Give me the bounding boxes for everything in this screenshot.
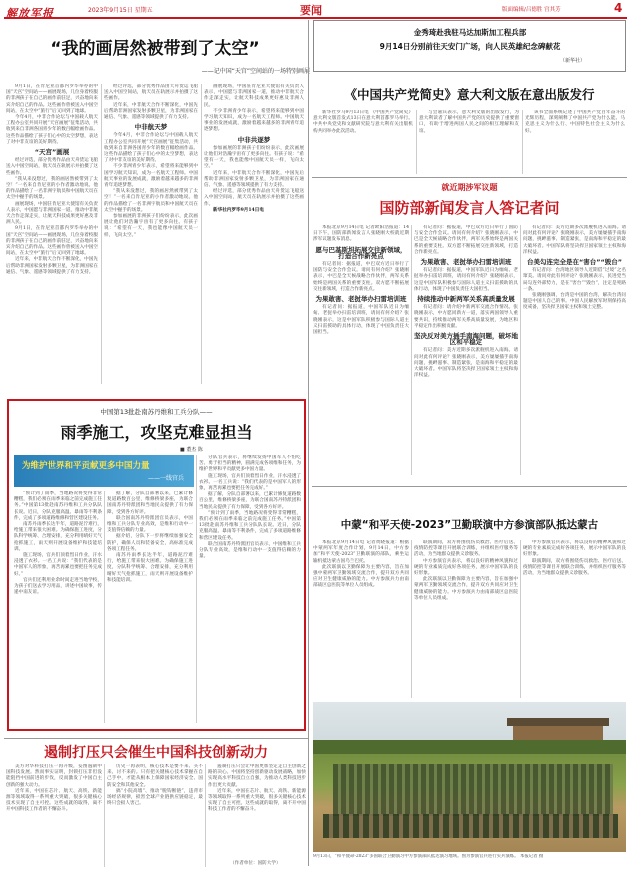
photo-troops-row-2 [323, 814, 618, 838]
column-divider [520, 225, 521, 475]
paragraph: 经过评选，部分优秀作品由天舟货运飞船送入中国空间站，航天员在轨展示并拍摄了这些画作。 [204, 189, 304, 207]
paragraph: 此次联演以卫勤保障为主要内容，旨在加强中蒙两军卫勤领域交流合作，提升双方共同应对卫生健康威胁的能力。中方参演兵力由南部战区总医院等单位人员组成。 [313, 564, 409, 589]
space-col-1 [6, 84, 98, 384]
paragraph: 有记者问：据报道，中巴双方近日举行了国防与安全合作会议。请问有何介绍？张晓刚表示，中巴是全天候战略合作伙伴，两军关系始终是两国关系的重要支柱。双方愿不断拓展交往新领域，打造合作新亮点。 [313, 262, 409, 292]
byline: 新华社内罗毕9月14日电 [213, 207, 264, 213]
rain-col-2 [107, 491, 193, 723]
paragraph: 此次联演以卫勤保障为主要内容，旨在加强中蒙两军卫勤领域交流合作，提升双方共同应对卫生健康威胁的能力。中方参演兵力由南部战区总医院等单位人员组成。 [414, 577, 518, 601]
mnd-subheading: 愿与巴基斯坦拓展交往新领域，打造合作新亮点 [315, 245, 407, 260]
section-rule [312, 486, 627, 487]
paragraph: 今年4月，中非合作论坛与中国载人航天工程办公室共同开展“天宫画展”征集活动，共收到来自非洲各国青少年的数百幅绘画作品。这些作品描绘了孩子们心中的太空梦想，表达了对中非友谊的美好期待。 [6, 115, 98, 145]
mnd-title: 国防部新闻发言人答记者问 [379, 199, 560, 217]
paragraph: 据了解，分队自部署以来，已累计修复道路数百公里，维修桥梁多座，为联合国南苏丹特派团和当地民众提供了有力保障，受到各方好评。 [107, 491, 193, 515]
announcement-line-2: 9月14日分别前往天安门广场，向人民英雄纪念碑献花 [379, 42, 561, 51]
column-divider [520, 540, 521, 698]
paragraph: 经过评选，部分优秀作品由天舟货运飞船送入中国空间站，航天员在轨展示并拍摄了这些画作。 [104, 84, 198, 102]
history-col-3 [525, 110, 625, 174]
paragraph: 有记者问：据报道，中国军队近日为缅甸、老挝举办扫雷培训班，请问有何介绍？张晓刚表示，这是中国军队积极参与国际人道主义扫雷援助的具体行动，体现了中国负责任大国担当。 [313, 305, 409, 336]
column-divider [205, 764, 206, 867]
rain-kicker: 中国第13批赴南苏丹维和工兵分队—— [100, 408, 213, 416]
exercise-col-1 [313, 540, 409, 698]
paragraph: “我从来没想过，我的画居然被带到了太空！”一名来自肯尼亚的小作者激动地说。他的作品描绘了一名非洲宇航员和中国航天员在太空中握手的场景。 [6, 176, 98, 201]
oped-byline: （作者单位：国防大学） [230, 861, 281, 866]
rain-col-1 [14, 491, 102, 723]
paragraph: 近年来，中非航天合作不断深化，中国先后帮助非洲国家发射多颗卫星，为非洲国家在通信、气象、遥感等领域提供了有力支持。 [6, 257, 98, 275]
paragraph: 9月1日，在肯尼亚首都内罗毕举办的中国“天宫”空间站——画展现场，几位身着校服的非洲孩子在自己的画作前驻足，兴奋地向来宾介绍自己的作品。这些画作曾被送入中国空间站，在太空中“旅行”后又回到了地球。 [6, 84, 98, 114]
paragraph: 有记者问：据报道，中国军队近日为缅甸、老挝举办扫雷培训班，请问有何介绍？张晓刚表示，这是中国军队积极参与国际人道主义扫雷援助的具体行动，体现了中国负责任大国担当。 [414, 268, 518, 292]
paragraph: 近年来，中国在芯片、航天、高铁、新能源等领域取得一系列重大突破，很多关键核心技术实现了自主可控。这些成就的取得，离不开中国科技工作者的不懈奋斗。 [208, 788, 306, 813]
paragraph: 画展现场，中国驻肯尼亚大使馆有关负责人表示，中国愿与非洲国家一道，推动中非航天合作走深走实，让航天科技成果更好惠及非洲人民。 [6, 201, 98, 226]
issue-date: 2023年9月15日 星期五 [88, 7, 153, 14]
mnd-subheading: 台美勾连完全是在“害台”“毁台” [526, 258, 623, 267]
column-divider [104, 764, 105, 867]
history-col-1 [313, 110, 413, 174]
paragraph: 参加画展的非洲孩子们纷纷表示，此次画展让他们对浩瀚宇宙有了更多向往。有孩子说：“希望有一天，我也能像中国航天员一样，飞向太空。” [204, 145, 304, 170]
column-divider [201, 84, 202, 384]
photo-troops [333, 764, 613, 816]
column-divider [308, 456, 309, 866]
space-section-heading: 中非共逐梦 [237, 135, 271, 144]
paragraph: 联演期间，双方将围绕伤员救治、医疗后送、疫情防控等课目开展联合训练，并组织医疗服务等活动，为当地群众提供义诊服务。 [523, 558, 626, 577]
oped-col-2 [107, 764, 203, 867]
paragraph: 不少非洲青少年表示，希望将来能够到中国学习航天知识，成为一名航天工程师。中国航天事业的发展成就，激励着越来越多的非洲青年追逐梦想。 [204, 108, 304, 133]
column-divider [411, 225, 412, 475]
paragraph: 近年来，中国在芯片、航天、高铁、新能源等领域取得一系列重大突破，很多关键核心技术实现了自主可控。这些成就的取得，离不开中国科技工作者的不懈奋斗。 [6, 788, 102, 813]
paragraph: 联合国南苏丹特派团官员表示，中国维和工兵分队专业高效，是维和行动中一支值得信赖的力量。 [199, 541, 301, 560]
rain-title: 雨季施工，攻坚克难显担当 [60, 423, 253, 442]
paragraph: 南苏丹雨季长达半年，道路泥泞难行，给施工带来很大困难。为确保施工进度，分队科学统筹、合理安排，充分利用晴好天气抢抓施工，雨天则开展设备维护和技能培训。 [14, 522, 102, 552]
mnd-subheading: 为果敢害、老挝举办扫雷培训班 [315, 295, 407, 304]
paragraph: 今年4月，中非合作论坛与中国载人航天工程办公室共同开展“天宫画展”征集活动，共收到来自非洲各国青少年的数百幅绘画作品。这些作品描绘了孩子们心中的太空梦想，表达了对中非友谊的美好期待。 [104, 133, 198, 164]
column-divider [196, 455, 197, 723]
exercise-col-3 [523, 540, 626, 698]
paragraph: 该书全面系统记述了中国共产党百年奋斗的光辉历程，深刻阐释了中国共产党为什么能、马克思主义为什么行、中国特色社会主义为什么好。 [525, 110, 625, 134]
paragraph: 经过评选，部分优秀作品由天舟货运飞船送入中国空间站，航天员在轨展示并拍摄了这些画作。 [6, 158, 98, 176]
paragraph: 张晓刚强调，台湾是中国的台湾，解决台湾问题是中国人自己的事。中国人民解放军时刻保持高度戒备，坚决捍卫国家主权和领土完整。 [523, 293, 626, 311]
paragraph: 中方参演官兵表示，将以良好的精神风貌和过硬的专业素质完成好各项任务，展示中国军队的良好形象。 [414, 558, 518, 577]
exercise-title: 中蒙“和平天使-2023”卫勤联演中方参演部队抵达蒙古 [340, 519, 599, 531]
rain-banner [14, 455, 194, 487]
paragraph: 新华社罗马9月13日电 《中国共产党简史》意大利文版首发式13日在意大利首都罗马举行。中共中央党史和文献研究院与意大利有关出版机构共同举办此次活动。 [313, 110, 413, 134]
column-divider [411, 540, 412, 698]
paragraph: 有记者问：请介绍中新两军交流合作情况。张晓刚表示，中方愿同新方一道，落实两国领导人重要共识，持续推动两军关系高质量发展，为地区和平稳定作出积极贡献。 [414, 305, 518, 329]
paragraph: “预计到了雨季，当地路况将变得非常糟糕，我们必须在雨季来临之前完成施工任务。”中国第13批赴南苏丹维和工兵分队队长说。近日，分队克服高温、暴雨等不利条件，完成了多项道路维修和营区建设任务。 [199, 510, 301, 541]
paragraph: 本报北京9月14日电 记者欧阳浩报道：14日下午，国防部新闻发言人张晓刚大校就近期涉军议题发布消息。 [313, 225, 409, 243]
paragraph: 不少非洲青少年表示，希望将来能够到中国学习航天知识，成为一名航天工程师。中国航天事业的发展成就，激励着越来越多的非洲青年追逐梦想。 [104, 164, 198, 189]
paragraph: 参加画展的非洲孩子们纷纷表示，此次画展让他们对浩瀚宇宙有了更多向往。有孩子说：“希望有一天，我也能像中国航天员一样，飞向太空。” [104, 214, 198, 238]
paragraph: 9月1日，在肯尼亚首都内罗毕举办的中国“天宫”空间站——画展现场，几位身着校服的非洲孩子在自己的画作前驻足，兴奋地向来宾介绍自己的作品。这些画作曾被送入中国空间站，在太空中“旅行”后又回到了地球。 [6, 226, 98, 257]
page-number: 4 [614, 1, 623, 15]
rain-col-3 [199, 455, 301, 723]
paragraph: 历史一再表明，核心技术是要不来、买不来、讨不来的。只有把关键核心技术掌握在自己手中，才能从根本上保障国家经济安全、国防安全和其他安全。 [107, 764, 203, 788]
rain-byline: ■ 董杰 陈 [180, 447, 203, 453]
mnd-col-1 [313, 225, 409, 475]
rain-banner-sub: ——一线官兵 [147, 475, 184, 482]
paragraph: 中方参演官兵表示，将以良好的精神风貌和过硬的专业素质完成好各项任务，展示中国军队的良好形象。 [523, 540, 626, 558]
paragraph: 分队官兵表示，将继续发扬中国军人不怕吃苦、勇于担当的精神，圆满完成各项维和任务，为维护世界和平贡献更多中国力量。 [199, 455, 301, 473]
section-rule [312, 177, 627, 178]
mnd-kicker: 就近期涉军议题 [441, 183, 498, 192]
mnd-col-3 [523, 225, 626, 475]
paragraph: 有记者问：美方近期多次派舰机进入南海。请问对此有何评论？张晓刚表示，美方屡屡插手南海问题，挑衅滋事、制造紧张，是南海和平稳定的最大破坏者。中国军队将坚决捍卫国家领土主权和海洋权益。 [523, 225, 626, 255]
history-col-2 [419, 110, 519, 174]
paragraph: “我从来没想过，我的画居然被带到了太空！”一名来自肯尼亚的小作者激动地说。他的作品描绘了一名非洲宇航员和中国航天员在太空中握手的场景。 [104, 189, 198, 213]
column-divider [416, 110, 417, 174]
announcement-line-1: 金秀琦赴我驻马达加斯加工程兵部 [413, 28, 527, 37]
paragraph: 本报北京9月14日电 记者黄晓报道：根据中蒙两军年度合作计划，9月14日，中方参加“和平天使-2023”卫勤联演的部队，乘坐运输机抵达蒙古国乌兰巴托。 [313, 540, 409, 564]
mnd-subheading: 持续推动中新两军关系高质量发展 [417, 295, 515, 304]
space-section-heading: “天宫”画展 [34, 148, 70, 157]
paragraph: 官兵们还利用业余时间走进当地学校，为孩子们送去学习用品，讲述中国故事，传递中南友谊。 [14, 577, 102, 596]
oped-col-1 [6, 764, 102, 867]
announcement-source: （新华社） [559, 58, 585, 64]
history-title: 《中国共产党简史》意大利文版在意出版发行 [344, 87, 595, 102]
column-divider [101, 84, 102, 384]
column-divider [522, 110, 523, 174]
exercise-photo [313, 702, 626, 852]
section-rule [4, 738, 309, 739]
paragraph: 据介绍，分队下一步将继续加强安全防护，确保人员和装备安全，高标准完成各项工程任务。 [107, 534, 193, 552]
paragraph: 美方对华科技打压一再升级，妄图遏制中国科技发展。然而事实证明，封锁打压非但没能阻挡中国前进的步伐，反而激发了中国自主创新的强大动力。 [6, 764, 102, 788]
paragraph: 联演期间，双方将围绕伤员救治、医疗后送、疫情防控等课目开展联合训练，并组织医疗服务等活动，为当地群众提供义诊服务。 [414, 540, 518, 558]
photo-trees [313, 740, 626, 754]
paragraph: 施工现场，官兵们顶着烈日作业，汗水浸透了衣衫。一名工兵说：“我们代表的是中国军人的形象，再苦再累也要把任务完成好。” [199, 473, 301, 492]
paragraph: 画展现场，中国驻肯尼亚大使馆有关负责人表示，中国愿与非洲国家一道，推动中非航天合作走深走实，让航天科技成果更好惠及非洲人民。 [204, 84, 304, 108]
mnd-subheading: 为果敢害、老挝举办扫雷培训班 [420, 258, 512, 267]
column-divider [104, 491, 105, 723]
photo-credit: 本报记者 摄 [519, 854, 544, 859]
paragraph: 据了解，分队自部署以来，已累计修复道路数百公里，维修桥梁多座，为联合国南苏丹特派团和当地民众提供了有力保障，受到各方好评。 [199, 492, 301, 510]
photo-caption [313, 854, 626, 868]
header-rule [4, 17, 627, 19]
masthead [6, 2, 66, 20]
masthead-title: 解放军报 [6, 7, 54, 20]
paragraph: 近年来，中非航天合作不断深化，中国先后帮助非洲国家发射多颗卫星，为非洲国家在通信、气象、遥感等领域提供了有力支持。 [104, 102, 198, 121]
announcement-box [313, 20, 626, 72]
photo-caption-text: 9月13日，“和平使命-2023”多国联合卫勤演习中方参演部队抵达演习地域。图为参演官兵进行实兵演练。 [313, 854, 519, 859]
paragraph: 遏制打压只会让中国更加坚定走自主创新之路的决心。中国将坚持创新驱动发展战略，加快实现高水平科技自立自强，为推动人类科技进步作出更大贡献。 [208, 764, 306, 788]
paragraph: 南苏丹雨季长达半年，道路泥泞难行，给施工带来很大困难。为确保施工进度，分队科学统筹、合理安排，充分利用晴好天气抢抓施工，雨天则开展设备维护和技能培训。 [107, 553, 193, 583]
space-title: “我的画居然被带到了太空” [50, 39, 260, 59]
space-col-3 [204, 84, 304, 384]
paragraph: 搞“小院高墙”、推动“脱钩断链”，违背市场经济规律，损害全球产业链供应链稳定，最终只会损人害己。 [107, 788, 203, 807]
mnd-subheading: 坚决反对美方插手南海问题，破坏地区和平稳定 [414, 332, 518, 347]
paragraph: 有记者问：据报道，中巴双方近日举行了国防与安全合作会议。请问有何介绍？张晓刚表示，中巴是全天候战略合作伙伴，两军关系始终是两国关系的重要支柱。双方愿不断拓展交往新领域，打造合作新亮点。 [414, 225, 518, 255]
space-section-heading: 中非航天梦 [134, 123, 168, 132]
paragraph: 有记者问：台湾地区领导人近期借“过境”之名窜美。请问对此有何评论？张晓刚表示，民进党当局勾连外部势力，是在“害台”“毁台”，注定是死路一条。 [523, 268, 626, 292]
section-title: 要闻 [300, 4, 322, 17]
oped-title: 遏制打压只会催生中国科技创新动力 [44, 745, 268, 761]
oped-col-3 [208, 764, 306, 859]
column-divider [308, 20, 309, 456]
mnd-col-2 [414, 225, 518, 475]
space-col-2 [104, 84, 198, 384]
paragraph: 施工现场，官兵们顶着烈日作业，汗水浸透了衣衫。一名工兵说：“我们代表的是中国军人的形象，再苦再累也要把任务完成好。” [14, 553, 102, 577]
paragraph: 联合国南苏丹特派团官员表示，中国维和工兵分队专业高效，是维和行动中一支值得信赖的力量。 [107, 515, 193, 534]
space-subtitle: ——记中国“天宫”空间站的一场特别画展 [201, 68, 310, 75]
paragraph: “预计到了雨季，当地路况将变得非常糟糕，我们必须在雨季来临之前完成施工任务。”中国第13批赴南苏丹维和工兵分队队长说。近日，分队克服高温、暴雨等不利条件，完成了多项道路维修和营区建设任务。 [14, 491, 102, 521]
exercise-col-2 [414, 540, 518, 698]
page-editors: 版面编辑/吕德胜 宫其芳 [502, 7, 561, 13]
photo-roof [507, 718, 609, 726]
paragraph: 与会嘉宾表示，意大利文版的出版发行，为意大利读者了解中国共产党的历史提供了重要窗口，有助于增进两国人民之间的相互理解和友谊。 [419, 110, 519, 134]
paragraph: 有记者问：美方近期多次派舰机进入南海。请问对此有何评论？张晓刚表示，美方屡屡插手南海问题，挑衅滋事、制造紧张，是南海和平稳定的最大破坏者。中国军队将坚决捍卫国家领土主权和海洋权益。 [414, 348, 518, 379]
paragraph: 近年来，中非航天合作不断深化，中国先后帮助非洲国家发射多颗卫星，为非洲国家在通信、气象、遥感等领域提供了有力支持。 [204, 170, 304, 189]
rain-banner-title: 为维护世界和平贡献更多中国力量 [22, 461, 150, 471]
